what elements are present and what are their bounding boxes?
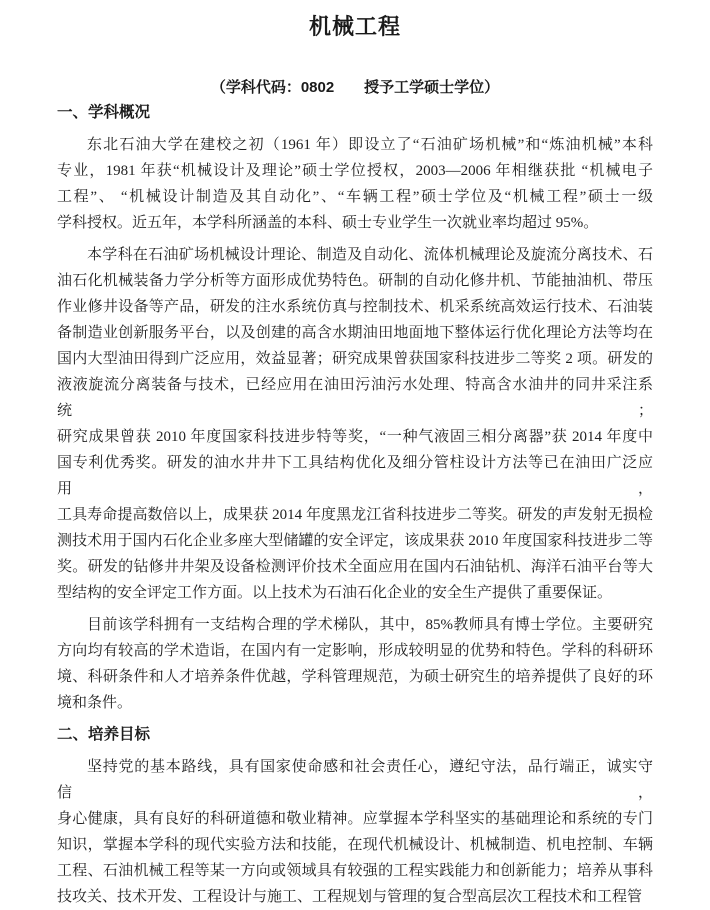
paragraph-line: 备制造业创新服务平台，以及创建的高含水期油田地面地下整体运行优化理论方法等均在	[57, 325, 653, 341]
paragraph-line: 知识，掌握本学科的现代实验方法和技能，在现代机械设计、机械制造、机电控制、车辆	[57, 837, 653, 853]
paragraph-line: 境、科研条件和人才培养条件优越，学科管理规范，为硕士研究生的培养提供了良好的环	[57, 669, 653, 685]
paragraph-line: 工程”、 “机械设计制造及其自动化”、“车辆工程”硕士学位及“机械工程”硕士一级	[57, 189, 653, 205]
paragraph-line: 工具寿命提高数倍以上，成果获 2014 年度黑龙江省科技进步二等奖。研发的声发射无损检	[57, 507, 653, 523]
paragraph-line: 境和条件。	[57, 695, 133, 711]
paragraph-line: 作业修井设备等产品，研发的注水系统仿真与控制技术、机采系统高效运行技术、石油装	[57, 299, 653, 315]
paragraph-line: 本学科在石油矿场机械设计理论、制造及自动化、流体机械理论及旋流分离技术、石	[87, 247, 653, 263]
paragraph-line: 油石化机械装备力学分析等方面形成优势特色。研制的自动化修井机、节能抽油机、带压	[57, 273, 653, 289]
paragraph-line: 身心健康，具有良好的科研道德和敬业精神。应掌握本学科坚实的基础理论和系统的专门	[57, 811, 653, 827]
paragraph-line: 工程、石油机械工程等某一方向或领域具有较强的工程实践能力和创新能力；培养从事科	[57, 863, 653, 879]
paragraph	[57, 754, 653, 910]
paragraph-line: 方向均有较高的学术造诣，在国内有一定影响，形成较明显的优势和特色。学科的科研环	[57, 643, 653, 659]
document-body	[57, 100, 653, 910]
paragraph-line: 学科授权。近五年，本学科所涵盖的本科、硕士专业学生一次就业率均超过 95%。	[57, 215, 599, 231]
paragraph-line: 目前该学科拥有一支结构合理的学术梯队，其中，85%教师具有博士学位。主要研究	[87, 617, 653, 633]
document-title: 机械工程	[308, 14, 401, 39]
paragraph-line: 坚持党的基本路线，具有国家使命感和社会责任心，遵纪守法，品行端正，诚实守信，	[57, 759, 653, 801]
paragraph-line: 专业，1981 年获“机械设计及理论”硕士学位授权，2003—2006 年相继获批 “机械电子	[57, 163, 653, 179]
paragraph	[57, 242, 653, 606]
paragraph	[57, 132, 653, 236]
paragraph-line: 国专利优秀奖。研发的油水井井下工具结构优化及细分管柱设计方法等已在油田广泛应用，	[57, 455, 653, 497]
paragraph-line: 奖。研发的钻修井井架及设备检测评价技术全面应用在国内石油钻机、海洋石油平台等大	[57, 559, 653, 575]
paragraph-line: 技攻关、技术开发、工程设计与施工、工程规划与管理的复合型高层次工程技术和工程管	[57, 889, 643, 905]
section-heading: 二、培养目标	[57, 726, 151, 743]
paragraph-line: 型结构的安全评定工作方面。以上技术为石油石化企业的安全生产提供了重要保证。	[57, 585, 613, 601]
paragraph-line: 研究成果曾获 2010 年度国家科技进步特等奖，“一种气液固三相分离器”获 2014 年度中	[57, 429, 653, 445]
paragraph	[57, 612, 653, 716]
document-subtitle: （学科代码：0802 授予工学硕士学位）	[210, 79, 500, 96]
paragraph-line: 液液旋流分离装备与技术，已经应用在油田污油污水处理、特高含水油井的同井采注系统；	[57, 377, 653, 419]
section-heading: 一、学科概况	[57, 104, 151, 121]
paragraph-line: 国内大型油田得到广泛应用，效益显著；研究成果曾获国家科技进步二等奖 2 项。研发的	[57, 351, 653, 367]
paragraph-line: 东北石油大学在建校之初（1961 年）即设立了“石油矿场机械”和“炼油机械”本科	[87, 137, 653, 153]
paragraph-line: 测技术用于国内石化企业多座大型储罐的安全评定，该成果获 2010 年度国家科技进步二等	[57, 533, 653, 549]
